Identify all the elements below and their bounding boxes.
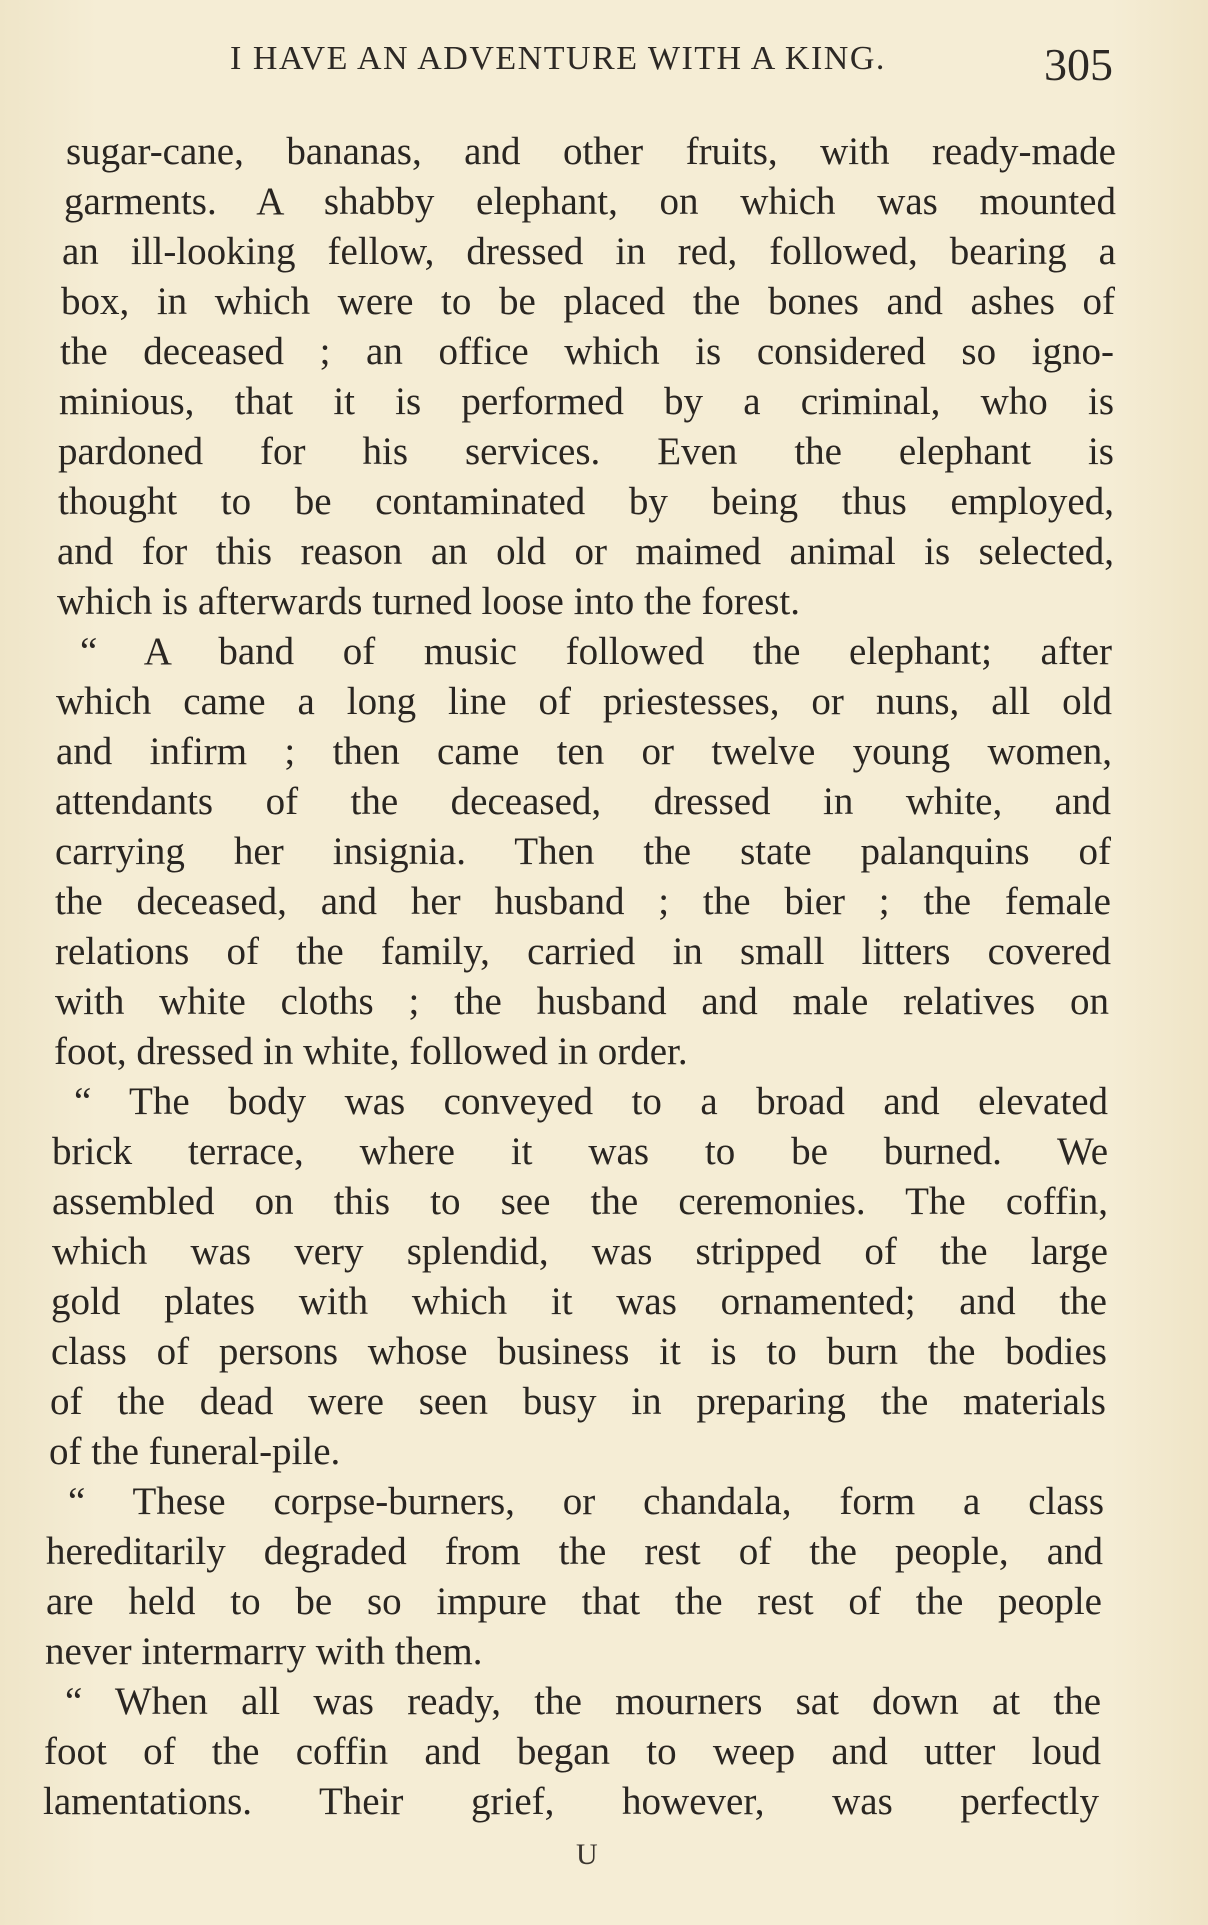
signature-mark: U — [576, 1838, 598, 1871]
text-line: gold plates with which it was ornamented; and the — [51, 1280, 1107, 1323]
text-line: “ The body was conveyed to a broad and elevated — [74, 1080, 1108, 1123]
text-line: carrying her insignia. Then the state palanquins of — [55, 830, 1111, 873]
text-line: foot, dressed in white, followed in order. — [54, 1030, 688, 1073]
text-line: thought to be contaminated by being thus employed, — [58, 480, 1114, 523]
text-line: with white cloths ; the husband and male relatives on — [55, 980, 1109, 1023]
text-line: relations of the family, carried in small litters covered — [55, 930, 1111, 973]
text-line: the deceased ; an office which is considered so igno- — [60, 330, 1114, 373]
text-line: which came a long line of priestesses, or nuns, all old — [56, 680, 1112, 723]
text-line: hereditarily degraded from the rest of the people, and — [46, 1530, 1103, 1573]
text-line: pardoned for his services. Even the elephant is — [58, 430, 1114, 473]
text-line: “ When all was ready, the mourners sat down at the — [65, 1680, 1101, 1723]
text-line: and for this reason an old or maimed animal is selected, — [57, 530, 1114, 573]
text-line: foot of the coffin and began to weep and utter loud — [44, 1730, 1101, 1773]
text-line: box, in which were to be placed the bones and ashes of — [61, 280, 1115, 323]
text-line: garments. A shabby elephant, on which was mounted — [64, 180, 1116, 223]
text-line: assembled on this to see the ceremonies. The coffin, — [52, 1180, 1108, 1223]
page-number: 305 — [1044, 39, 1113, 90]
text-line: sugar-cane, bananas, and other fruits, with ready-made — [66, 130, 1116, 173]
text-line: which was very splendid, was stripped of the large — [52, 1230, 1108, 1273]
text-line: “ These corpse-burners, or chandala, form a class — [68, 1480, 1104, 1523]
text-line: are held to be so impure that the rest of the people — [46, 1580, 1102, 1623]
text-line: and infirm ; then came ten or twelve young women, — [56, 730, 1112, 773]
text-line: an ill-looking fellow, dressed in red, followed, bearing a — [62, 230, 1116, 273]
text-line: the deceased, and her husband ; the bier ; the female — [55, 880, 1111, 923]
text-line: brick terrace, where it was to be burned. We — [52, 1130, 1108, 1173]
text-line: never intermarry with them. — [45, 1630, 483, 1673]
text-line: lamentations. Their grief, however, was perfectly — [43, 1780, 1099, 1823]
text-line: which is afterwards turned loose into the forest. — [57, 580, 800, 623]
text-line: of the dead were seen busy in preparing the materials — [50, 1380, 1106, 1423]
text-line: attendants of the deceased, dressed in white, and — [55, 780, 1111, 823]
text-line: “ A band of music followed the elephant; after — [80, 630, 1112, 673]
text-line: of the funeral-pile. — [49, 1430, 341, 1473]
text-line: minious, that it is performed by a criminal, who is — [59, 380, 1114, 423]
running-head: I HAVE AN ADVENTURE WITH A KING. — [230, 40, 886, 77]
text-line: class of persons whose business it is to burn the bodies — [51, 1330, 1107, 1373]
